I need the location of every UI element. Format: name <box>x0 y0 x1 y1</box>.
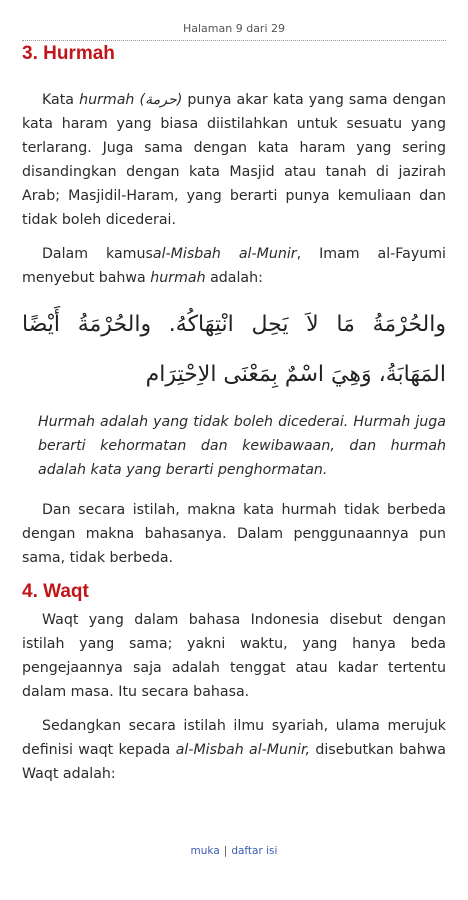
page-content <box>22 42 446 786</box>
italic-term: hurmah <box>150 270 206 286</box>
text-run: Dalam kamus <box>42 246 153 262</box>
text-run: , Imam al-Fayumi menyebut bahwa <box>22 246 446 286</box>
italic-term: hurmah (حرمة) <box>79 92 183 108</box>
waqt-paragraph-2 <box>22 714 446 786</box>
section-title-hurmah: 3. Hurmah <box>22 43 115 64</box>
table-of-contents-link[interactable]: daftar isi <box>231 845 278 857</box>
hurmah-paragraph-2 <box>22 242 446 290</box>
home-link[interactable]: muka <box>190 845 220 857</box>
footer-separator: | <box>223 845 228 857</box>
hurmah-paragraph-3: Dan secara istilah, makna kata hurmah tidak berbeda dengan makna bahasanya. Dalam penggunaannya pun sama, tidak berbeda. <box>22 502 446 566</box>
section-title-waqt: 4. Waqt <box>22 581 89 602</box>
translation-quote: Hurmah adalah yang tidak boleh dicederai. Hurmah juga berarti kehormatan dan kewibawaan, dan hurmah adalah kata yang berarti penghormatan. <box>38 414 446 478</box>
text-run: adalah: <box>205 270 263 286</box>
hurmah-paragraph-1 <box>22 88 446 232</box>
page-indicator: Halaman 9 dari 29 <box>182 22 286 35</box>
header-divider <box>22 40 446 41</box>
book-title: al-Misbah al-Munir <box>152 246 297 262</box>
footer-nav <box>0 845 468 857</box>
waqt-paragraph-1: Waqt yang dalam bahasa Indonesia disebut dengan istilah yang sama; yakni waktu, yang hanya beda pengejaannya saja adalah tenggat atau kadar tertentu dalam masa. Itu secara bahasa. <box>22 612 446 700</box>
arabic-quotation: والحُرْمَةُ مَا لاَ يَحِل انْتِهَاكُهُ. والحُرْمَةُ أَيْضًا المَهَابَةُ، وَهِيَ اسْمٌ بِمَعْنَى الاِحْتِرَام <box>22 312 446 387</box>
text-run: punya akar kata yang sama dengan kata haram yang biasa diistilahkan untuk sesuatu yang terlarang. Juga sama dengan kata haram yang sering disandingkan dengan kata Masjid atau tanah di jazirah Arab; Masjidil-Haram, yang berarti punya kemuliaan dan tidak boleh dicederai. <box>22 92 447 228</box>
text-run: disebutkan bahwa Waqt adalah: <box>22 742 446 782</box>
book-title: al-Misbah al-Munir, <box>175 742 311 758</box>
text-run: Kata <box>42 92 80 108</box>
text-run: Sedangkan secara istilah ilmu syariah, ulama merujuk definisi waqt kepada <box>22 718 446 758</box>
